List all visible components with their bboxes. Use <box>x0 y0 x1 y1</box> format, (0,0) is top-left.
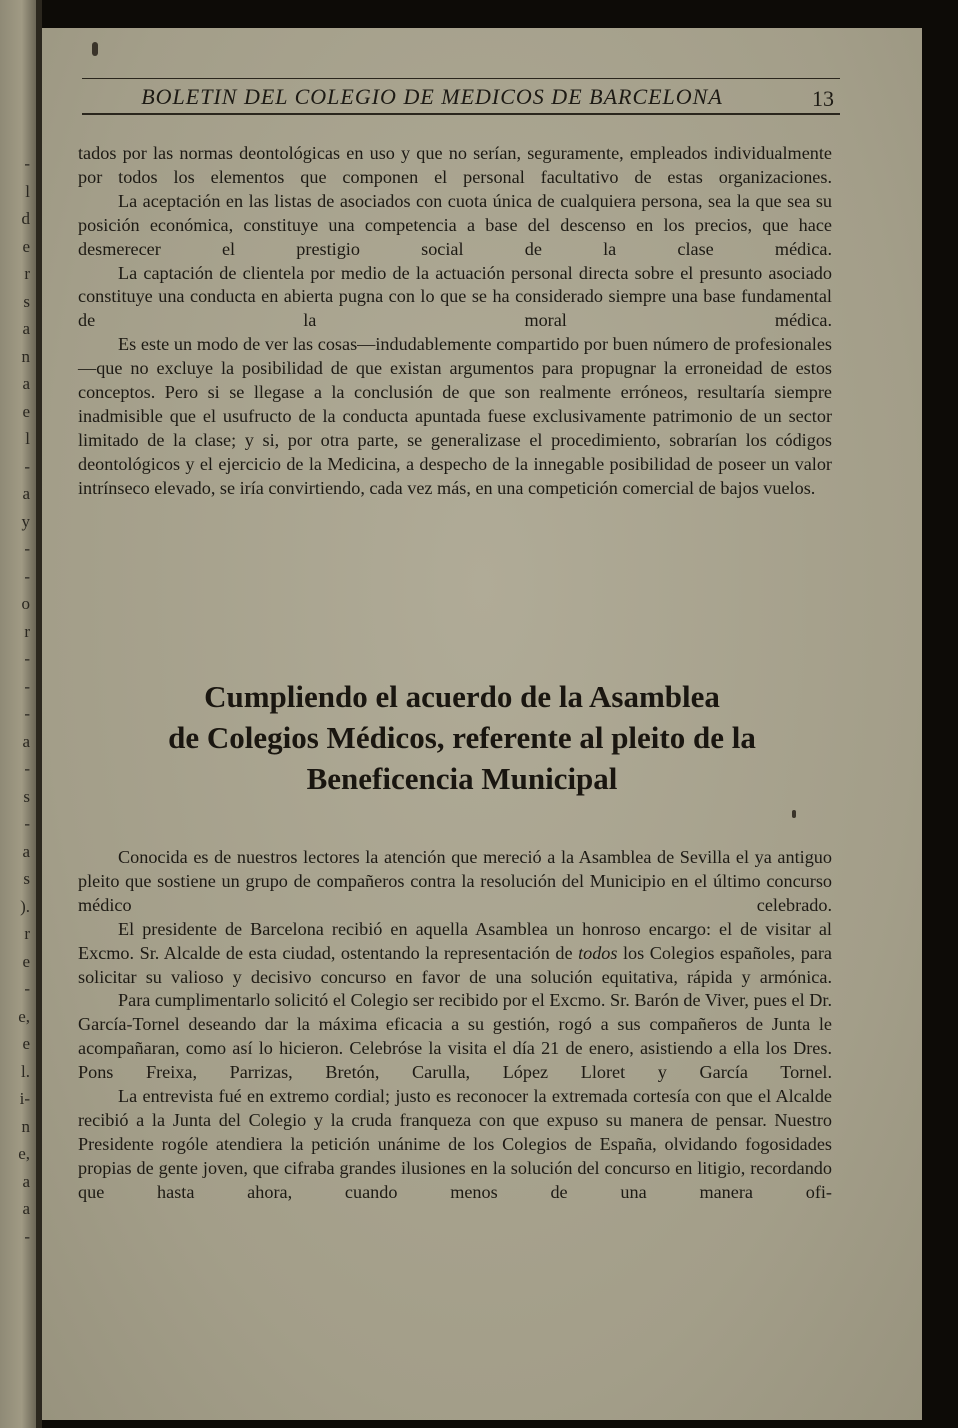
previous-page-edge <box>0 0 36 1428</box>
edge-fragment: a <box>22 1199 30 1218</box>
paragraph: Conocida es de nuestros lectores la atención que mereció a la Asamblea de Sevilla el ya antiguo pleito que sostiene un grupo de compañeros contra la resolución del Municipio en el último concurso médico celebrado. <box>78 847 832 915</box>
paragraph: La aceptación en las listas de asociados con cuota única de cualquiera persona, sea la que sea su posición económica, constituye una competencia a base del descenso en los precios, que hace desmerecer el prestigio social de la clase médica. <box>78 190 832 259</box>
edge-fragment: d <box>21 209 30 228</box>
edge-fragment: - <box>24 456 30 476</box>
paragraph: El presidente de Barcelona recibió en aquella Asamblea un honroso encargo: el de visitar al Excmo. Sr. Alcalde de esta ciudad, ostentando la representación de todos los Colegios españoles, para solicitar su valioso y decisivo concurso en favor de una solución equitativa, rápida y armónica. <box>78 918 832 987</box>
edge-fragment: - <box>24 814 30 833</box>
edge-fragment: - <box>24 566 30 586</box>
paragraph: La entrevista fué en extremo cordial; justo es reconocer la extremada cortesía con que el Alcalde recibió a la Junta del Colegio y la cruda franqueza con que expuso su manera de pensar. Nuestro Presidente rogóle atendiera la petición unánime de los Colegios de España, olvidando fogosidades propias de gente joven, que cifraba grandes ilusiones en la solución del concurso en litigio, recordando que hasta ahora, cuando menos de una manera ofi- <box>78 1086 832 1202</box>
edge-fragment: s <box>23 786 30 806</box>
running-header-title: BOLETIN DEL COLEGIO DE MEDICOS DE BARCELONA <box>141 84 723 109</box>
edge-fragment: l <box>25 181 30 201</box>
intro-text <box>78 142 832 501</box>
ink-speck <box>792 810 796 818</box>
page-number: 13 <box>812 86 834 111</box>
edge-fragment: - <box>24 154 30 173</box>
edge-fragment: i- <box>19 1089 30 1108</box>
paragraph: tados por las normas deontológicas en uso y que no serían, seguramente, empleados individualmente por todos los elementos que componen el personal facultativo de estas organizaciones. <box>78 143 832 187</box>
edge-fragment: a <box>22 731 30 751</box>
article-body <box>78 846 832 1205</box>
emphasis: todos <box>578 942 618 963</box>
edge-fragment: s <box>23 869 30 888</box>
edge-fragment: r <box>24 264 30 283</box>
article-title-line: de Colegios Médicos, referente al pleito de la <box>168 720 756 755</box>
journal-page <box>42 28 922 1420</box>
edge-fragment: a <box>22 1171 30 1191</box>
edge-fragment: n <box>21 346 30 366</box>
edge-fragment: - <box>24 539 30 558</box>
edge-fragment: r <box>24 924 30 943</box>
edge-fragment: o <box>21 594 30 613</box>
edge-fragment: e, <box>18 1144 30 1163</box>
edge-fragment: a <box>22 374 30 393</box>
paragraph: Para cumplimentarlo solicitó el Colegio ser recibido por el Excmo. Sr. Barón de Viver, pues el Dr. García-Tornel deseando dar la máxima eficacia a su gestión, rogó a sus compañeros de Junta le acompañaran, como así lo hicieron. Celebróse la visita el día 21 de enero, asistiendo a ella los Dres. Pons Freixa, Parrizas, Bretón, Carulla, López Lloret y García Tornel. <box>78 990 832 1083</box>
edge-fragment: - <box>24 676 30 696</box>
header-rule-top <box>82 78 840 79</box>
edge-fragment: - <box>24 649 30 668</box>
edge-fragment: a <box>22 484 30 503</box>
edge-fragment: e <box>22 951 30 971</box>
edge-fragment: e <box>22 236 30 256</box>
edge-fragment: e, <box>18 1006 30 1026</box>
edge-fragment: - <box>24 759 30 778</box>
edge-fragment: s <box>23 291 30 311</box>
edge-fragment: a <box>22 319 30 338</box>
article-title-line: Beneficencia Municipal <box>306 761 618 796</box>
edge-fragment: e <box>22 1034 30 1053</box>
edge-fragment: n <box>21 1116 30 1136</box>
edge-fragment: y <box>21 511 30 531</box>
header-rule-bottom <box>82 113 840 115</box>
edge-fragment: - <box>24 704 30 723</box>
paragraph: La captación de clientela por medio de la actuación personal directa sobre el presunto asociado constituye una conducta en abierta pugna con lo que se ha considerado siempre una base fundamental de la moral médica. <box>78 262 832 331</box>
paragraph: Es este un modo de ver las cosas—indudablemente compartido por buen número de profesionales—que no excluye la posibilidad de que existan argumentos para propugnar la erroneidad de estos conceptos. Pero si se llegase a la conclusión de que son realmente erróneos, resultaría siempre inadmisible que el usufructo de la conducta apuntada fuese exclusivamente patrimonio de un sector limitado de la clase; y si, por otra parte, se generalizase el procedimiento, sobrarían los códigos deontológicos y el ejercicio de la Medicina, a despecho de la innegable posibilidad de poseer un valor intrínseco elevado, se iría convirtiendo, cada vez más, en una competición comercial de bajos vuelos. <box>78 334 832 498</box>
ink-mark <box>92 42 98 56</box>
edge-fragment: - <box>24 1226 30 1246</box>
edge-fragment: ). <box>20 896 30 916</box>
article-title <box>82 676 842 799</box>
edge-fragment: e <box>22 401 30 421</box>
edge-fragment: r <box>24 621 30 641</box>
edge-fragment: l. <box>21 1061 30 1081</box>
article-title-line: Cumpliendo el acuerdo de la Asamblea <box>204 679 720 714</box>
edge-fragment: a <box>22 841 30 861</box>
edge-fragment: l <box>25 429 30 448</box>
edge-fragment: - <box>24 979 30 998</box>
